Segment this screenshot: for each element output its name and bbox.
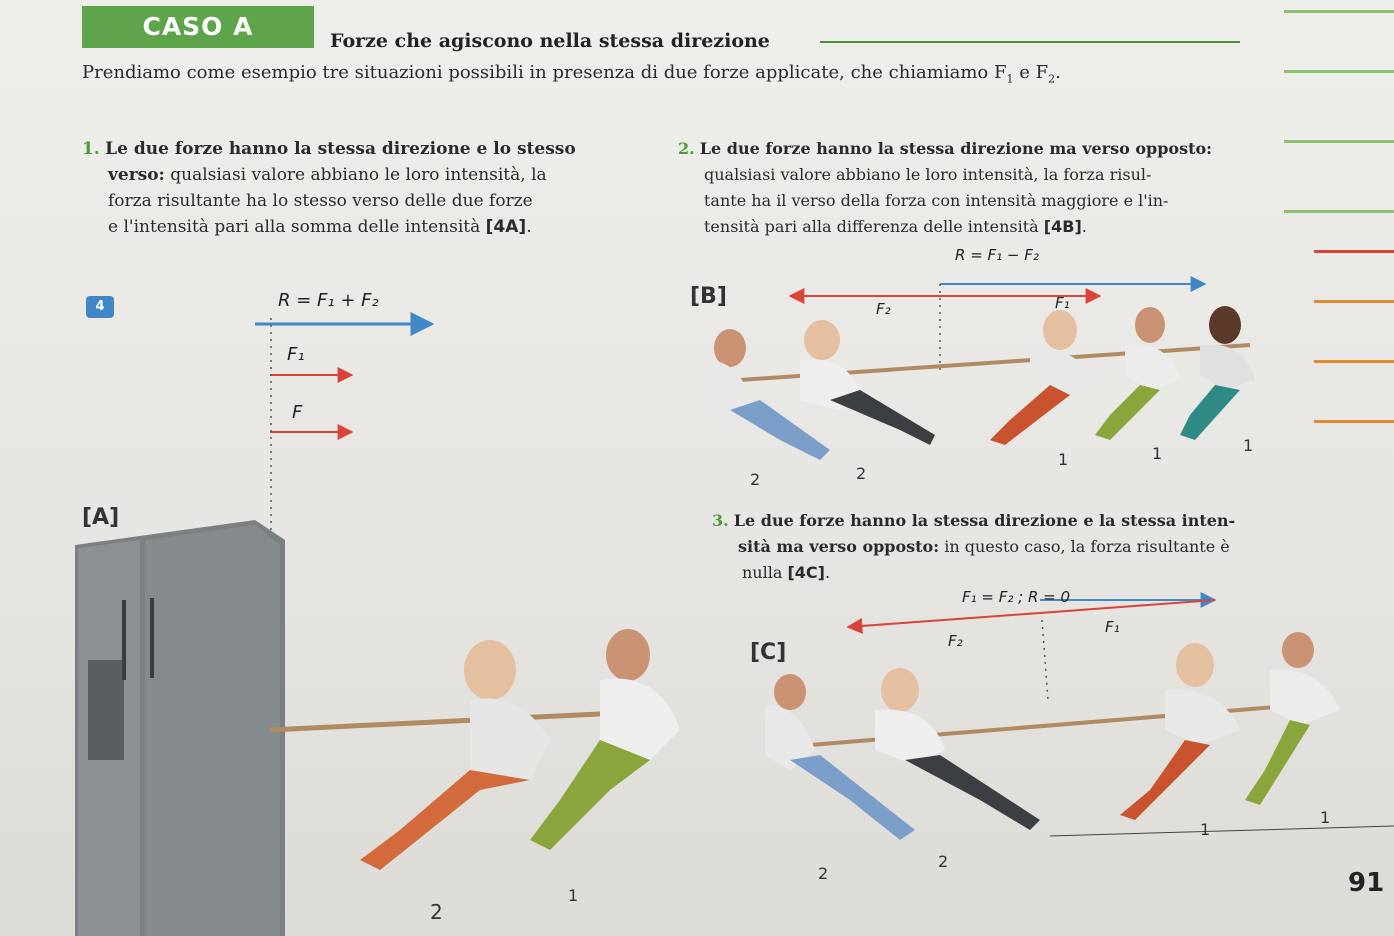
figure-b-person-number: 1 bbox=[1152, 444, 1163, 463]
figure-c-f2-label: F₂ bbox=[948, 632, 963, 650]
force-arrow-f2 bbox=[848, 613, 1040, 627]
figure-a-f-label: F bbox=[292, 402, 303, 423]
figure-a-formula: R = F₁ + F₂ bbox=[278, 290, 379, 311]
case2-line: tante ha il verso della forza con intensità maggiore e l'in- bbox=[704, 191, 1169, 210]
case3-line: in questo caso, la forza risultante è bbox=[939, 537, 1230, 556]
case3-number: 3. bbox=[712, 511, 729, 530]
case1-heading: Le due forze hanno la stessa direzione e lo stesso bbox=[105, 139, 576, 159]
figure-c-f1-label: F₁ bbox=[1105, 618, 1120, 636]
figure-number-badge: 4 bbox=[86, 296, 114, 318]
figure-b-f1-label: F₁ bbox=[1055, 294, 1070, 312]
case3-figure-ref: [4C] bbox=[787, 563, 825, 582]
figure-a-f1-label: F₁ bbox=[287, 344, 305, 365]
case3-end: . bbox=[824, 563, 831, 582]
figure-c-label: [C] bbox=[750, 640, 787, 665]
figure-c-person-number: 1 bbox=[1320, 808, 1331, 827]
figure-c-person-number: 2 bbox=[818, 864, 829, 883]
figure-c-people bbox=[765, 632, 1340, 840]
figure-c-person-number: 1 bbox=[1200, 820, 1211, 839]
case2-end: . bbox=[1081, 217, 1087, 236]
case3-heading: Le due forze hanno la stessa direzione e la stessa inten- bbox=[733, 511, 1236, 530]
case1-line: e l'intensità pari alla somma delle intensità bbox=[108, 217, 486, 237]
intro-sub: 1 bbox=[1006, 72, 1014, 86]
fridge-illustration bbox=[75, 520, 285, 936]
case2-line: qualsiasi valore abbiano le loro intensità, la forza risul- bbox=[704, 165, 1152, 184]
case2-line: tensità pari alla differenza delle intensità bbox=[704, 217, 1044, 236]
page-number: 91 bbox=[1348, 868, 1385, 898]
case1-figure-ref: [4A] bbox=[485, 217, 527, 237]
case1-bold-word: verso: bbox=[108, 165, 165, 185]
case2-figure-ref: [4B] bbox=[1043, 217, 1082, 236]
figure-b-person-number: 2 bbox=[856, 464, 867, 483]
figure-c-formula: F₁ = F₂ ; R = 0 bbox=[962, 588, 1071, 606]
figure-b-label: [B] bbox=[690, 284, 727, 309]
figure-b-formula: R = F₁ − F₂ bbox=[955, 246, 1039, 264]
figure-a-person-number: 1 bbox=[568, 886, 579, 905]
case1-number: 1. bbox=[82, 139, 100, 159]
bottom-rule bbox=[1050, 826, 1394, 836]
figure-c-person-number: 2 bbox=[938, 852, 949, 871]
case2-number: 2. bbox=[678, 139, 695, 158]
figure-b-person-number: 1 bbox=[1243, 436, 1254, 455]
figure-b-person-number: 1 bbox=[1058, 450, 1069, 469]
figure-b-f2-label: F₂ bbox=[876, 300, 891, 318]
case2-heading: Le due forze hanno la stessa direzione ma verso opposto: bbox=[699, 139, 1213, 158]
intro-part: e F bbox=[1013, 62, 1049, 83]
case1-line: forza risultante ha lo stesso verso delle due forze bbox=[108, 191, 533, 211]
intro-part: . bbox=[1055, 62, 1061, 83]
figure-a-people bbox=[270, 629, 680, 870]
figure-a-label: [A] bbox=[82, 505, 120, 530]
figure-a-person-number: 2 bbox=[430, 900, 443, 924]
case1-end: . bbox=[526, 217, 532, 237]
figure-b-people bbox=[705, 306, 1255, 460]
case3-bold-word: sità ma verso opposto: bbox=[738, 537, 940, 556]
dotted-guide bbox=[1042, 620, 1048, 700]
case1-line: qualsiasi valore abbiano le loro intensità, la bbox=[164, 165, 547, 185]
case3-line: nulla bbox=[742, 563, 788, 582]
intro-sub: 2 bbox=[1048, 72, 1056, 86]
section-title: Forze che agiscono nella stessa direzione bbox=[330, 30, 770, 52]
intro-part: Prendiamo come esempio tre situazioni possibili in presenza di due forze applicate, che chiamiamo F bbox=[82, 62, 1007, 83]
figure-b-person-number: 2 bbox=[750, 470, 761, 489]
case-badge: CASO A bbox=[82, 6, 314, 48]
